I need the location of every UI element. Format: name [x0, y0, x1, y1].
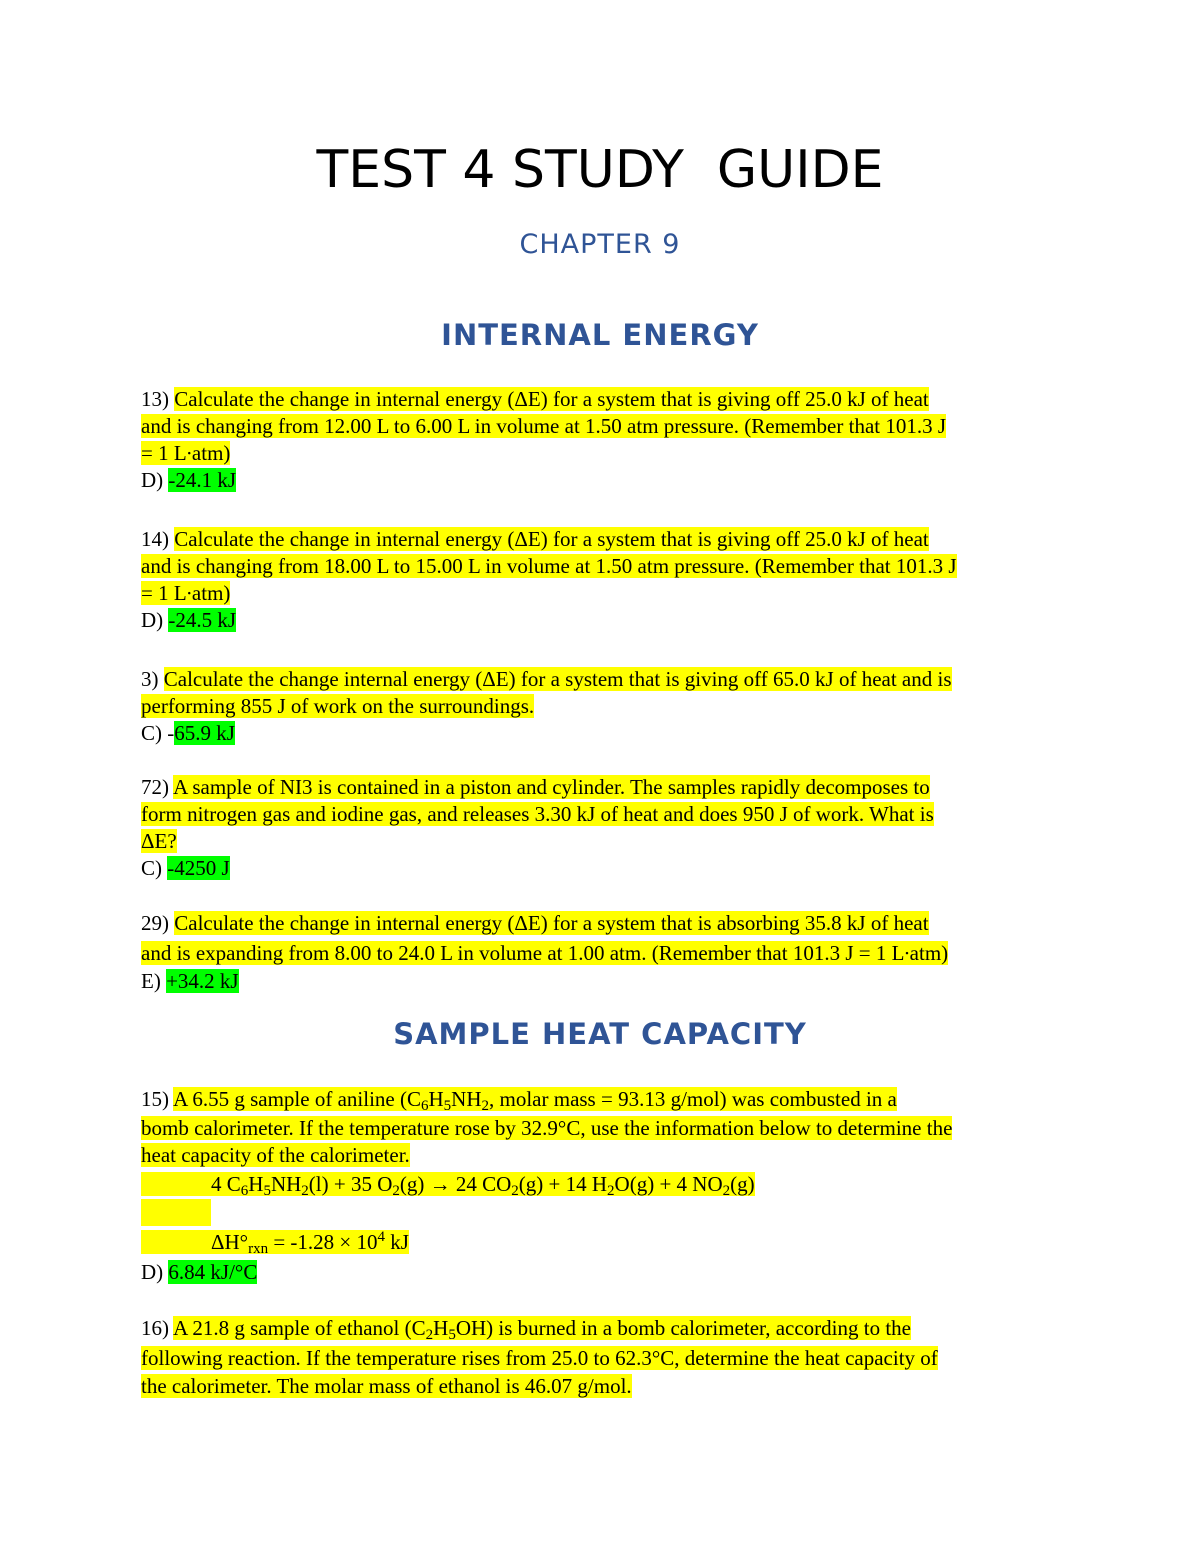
question-16-line-1 — [141, 1313, 1061, 1344]
question-14 — [141, 526, 1061, 634]
question-text: , molar mass = 93.13 g/mol) was combusted in a — [489, 1087, 897, 1111]
question-14-line-1 — [141, 526, 1061, 553]
question-72-answer — [141, 855, 1061, 882]
question-text: and is expanding from 8.00 to 24.0 L in volume at 1.00 atm. (Remember that 101.3 J = 1 L∙atm) — [141, 941, 949, 965]
subscript: 2 — [481, 1098, 489, 1114]
question-text: and is changing from 18.00 L to 15.00 L in volume at 1.50 atm pressure. (Remember that 101.3 J — [141, 554, 957, 578]
subscript: 2 — [511, 1183, 519, 1199]
question-text: form nitrogen gas and iodine gas, and releases 3.30 kJ of heat and does 950 J of work. What is — [141, 802, 934, 826]
chapter-subtitle: CHAPTER 9 — [519, 229, 681, 260]
equation-text: NH — [270, 1172, 302, 1196]
question-13-line-1 — [141, 386, 1061, 413]
equation-text: = -1.28 × 10 — [268, 1230, 378, 1254]
question-15-line-3 — [141, 1142, 1061, 1169]
question-13-line-2 — [141, 413, 1061, 440]
question-13 — [141, 386, 1061, 494]
question-72-line-2 — [141, 801, 1061, 828]
answer-letter: D) — [141, 468, 169, 492]
answer-letter: D) — [141, 608, 169, 632]
question-3-line-1 — [141, 666, 1061, 693]
question-14-line-3 — [141, 580, 1061, 607]
subscript: 5 — [443, 1098, 452, 1114]
question-text: Calculate the change in internal energy (ΔE) for a system that is absorbing 35.8 kJ of heat — [174, 911, 929, 935]
subscript: 6 — [240, 1183, 249, 1199]
question-16-line-2 — [141, 1344, 1061, 1373]
question-13-line-3 — [141, 440, 1061, 467]
answer-letter: D) — [141, 1260, 169, 1284]
equation-text: (l) + 35 O — [308, 1172, 393, 1196]
question-text: A 6.55 g sample of aniline (C — [173, 1087, 421, 1111]
superscript: 4 — [377, 1229, 386, 1245]
question-text: H — [433, 1316, 449, 1340]
subscript: 2 — [301, 1183, 309, 1199]
equation-text: ΔH° — [211, 1230, 249, 1254]
equation-text: H — [248, 1172, 264, 1196]
equation-text: (g) — [730, 1172, 755, 1196]
question-15 — [141, 1084, 1061, 1287]
question-14-line-2 — [141, 553, 1061, 580]
question-text: A sample of NI3 is contained in a piston and cylinder. The samples rapidly decomposes to — [173, 775, 930, 799]
page-title: TEST 4 STUDY GUIDE — [316, 140, 884, 200]
subscript: 2 — [607, 1183, 615, 1199]
question-72-line-3 — [141, 828, 1061, 855]
equation-text: 4 C — [211, 1172, 241, 1196]
question-text: ΔE? — [141, 829, 177, 853]
question-text: OH) is burned in a bomb calorimeter, according to the — [455, 1316, 911, 1340]
answer-value: +34.2 kJ — [166, 969, 239, 993]
answer-value: 6.84 kJ/°C — [168, 1260, 258, 1284]
question-text: NH — [451, 1087, 482, 1111]
question-text: performing 855 J of work on the surroundings. — [141, 694, 535, 718]
answer-value: -24.5 kJ — [168, 608, 237, 632]
answer-letter: C) - — [141, 721, 175, 745]
question-16-line-3 — [141, 1373, 1061, 1400]
answer-letter: C) — [141, 856, 168, 880]
answer-letter: E) — [141, 969, 167, 993]
answer-value: -24.1 kJ — [168, 468, 237, 492]
question-text: the calorimeter. The molar mass of ethanol is 46.07 g/mol. — [141, 1374, 632, 1398]
question-text: Calculate the change in internal energy (ΔE) for a system that is giving off 25.0 kJ of heat — [174, 387, 929, 411]
question-text: H — [428, 1087, 444, 1111]
question-15-line-2 — [141, 1114, 1061, 1142]
question-72 — [141, 774, 1061, 882]
question-29 — [141, 908, 1061, 995]
question-16 — [141, 1313, 1061, 1400]
question-text: following reaction. If the temperature rises from 25.0 to 62.3°C, determine the heat capacity of — [141, 1346, 938, 1370]
question-number: 13) — [141, 387, 175, 411]
question-number: 29) — [141, 911, 175, 935]
equation-text: (g) → 24 CO — [399, 1172, 512, 1196]
question-29-line-1 — [141, 908, 1061, 939]
question-text: A 21.8 g sample of ethanol (C — [173, 1316, 426, 1340]
equation-text: O(g) + 4 NO — [614, 1172, 723, 1196]
question-text: = 1 L∙atm) — [141, 581, 231, 605]
question-14-answer — [141, 607, 1061, 634]
subscript: 2 — [392, 1183, 400, 1199]
question-text: and is changing from 12.00 L to 6.00 L in volume at 1.50 atm pressure. (Remember that 101.3 J — [141, 414, 947, 438]
subscript: 2 — [425, 1327, 434, 1343]
question-number: 72) — [141, 775, 174, 799]
question-text: heat capacity of the calorimeter. — [141, 1143, 410, 1167]
question-text: Calculate the change internal energy (ΔE) for a system that is giving off 65.0 kJ of heat and is — [163, 667, 952, 691]
question-72-line-1 — [141, 774, 1061, 801]
question-number: 3) — [141, 667, 164, 691]
question-number: 14) — [141, 527, 175, 551]
highlight-spacer — [141, 1199, 211, 1226]
question-text: bomb calorimeter. If the temperature rose by 32.9°C, use the information below to determine the — [141, 1116, 953, 1140]
section-heading-internal-energy: INTERNAL ENERGY — [441, 318, 759, 352]
equation-text: kJ — [385, 1230, 409, 1254]
question-13-answer — [141, 467, 1061, 494]
answer-value: -4250 J — [167, 856, 230, 880]
subscript: 6 — [420, 1098, 429, 1114]
question-29-answer — [141, 968, 1061, 995]
subscript: 5 — [448, 1327, 456, 1343]
subscript: 2 — [722, 1183, 731, 1199]
question-15-line-1 — [141, 1084, 1061, 1114]
subscript: rxn — [248, 1241, 269, 1257]
question-3 — [141, 666, 1061, 747]
subscript: 5 — [263, 1183, 271, 1199]
question-15-enthalpy — [141, 1227, 1061, 1257]
answer-value: 65.9 kJ — [174, 721, 235, 745]
question-15-answer — [141, 1257, 1061, 1287]
question-number: 16) — [141, 1316, 174, 1340]
section-heading-sample-heat-capacity: SAMPLE HEAT CAPACITY — [393, 1017, 807, 1051]
question-text: Calculate the change in internal energy (ΔE) for a system that is giving off 25.0 kJ of heat — [174, 527, 929, 551]
question-29-line-2 — [141, 939, 1061, 968]
question-15-equation — [141, 1169, 1061, 1199]
question-3-line-2 — [141, 693, 1061, 720]
question-text: = 1 L∙atm) — [141, 441, 231, 465]
question-15-blank-line — [141, 1199, 1061, 1227]
equation-text: (g) + 14 H — [518, 1172, 608, 1196]
question-number: 15) — [141, 1087, 174, 1111]
question-3-answer — [141, 720, 1061, 747]
